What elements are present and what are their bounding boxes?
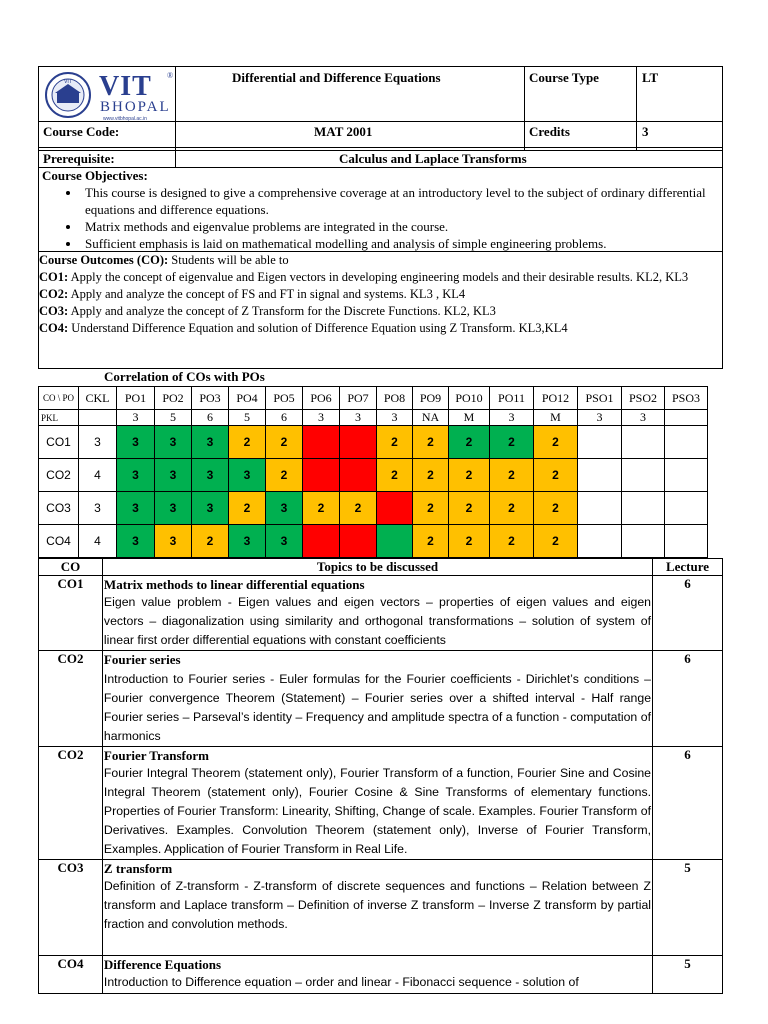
topic-lectures: 6 xyxy=(653,576,723,651)
correlation-cell: 2 xyxy=(413,492,449,525)
co-label: CO3 xyxy=(39,492,79,525)
objectives-heading: Course Objectives: xyxy=(42,168,148,183)
objective-item: • Matrix methods and eigenvalue problems are integrated in the course. xyxy=(81,218,722,235)
pkl-value: 3 xyxy=(578,410,622,426)
correlation-cell: 2 xyxy=(449,426,490,459)
outcome-item: CO2: Apply and analyze the concept of FS and FT in signal and systems. KL3 , KL4 xyxy=(39,287,466,301)
topic-lectures: 5 xyxy=(653,860,723,956)
correlation-cell xyxy=(303,459,340,492)
correlation-row xyxy=(39,426,708,459)
topic-title: Fourier series xyxy=(103,652,181,667)
correlation-cell: 2 xyxy=(377,459,413,492)
correlation-cell: 2 xyxy=(449,492,490,525)
pkl-value: M xyxy=(449,410,490,426)
pkl-value: 3 xyxy=(490,410,534,426)
po-header-pso2: PSO2 xyxy=(622,387,665,410)
course-type-label: Course Type xyxy=(529,70,599,85)
credits-value: 3 xyxy=(642,124,649,139)
correlation-cell: 2 xyxy=(229,426,266,459)
ckl-value: 3 xyxy=(79,492,117,525)
vit-logo: VIT VIT ® BHOPAL www.vitbhopal.ac.in xyxy=(43,71,173,119)
ckl-header: CKL xyxy=(79,387,117,410)
correlation-cell: 2 xyxy=(534,459,578,492)
po-header-pso1: PSO1 xyxy=(578,387,622,410)
correlation-row xyxy=(39,492,708,525)
topic-row xyxy=(39,651,723,747)
correlation-cell xyxy=(303,426,340,459)
topic-description: Definition of Z-transform - Z-transform of discrete sequences and functions – Relation between Z transform and Laplace transform – Definition of inverse Z transform – Inverse Z transform by partial fraction and convolution methods. xyxy=(103,879,652,931)
pkl-value: 3 xyxy=(117,410,155,426)
topic-lectures: 5 xyxy=(653,956,723,994)
correlation-cell: 3 xyxy=(192,459,229,492)
correlation-cell: 2 xyxy=(303,492,340,525)
course-type-value: LT xyxy=(642,70,659,85)
topic-title: Matrix methods to linear differential equations xyxy=(103,577,365,592)
correlation-cell xyxy=(377,492,413,525)
correlation-row xyxy=(39,459,708,492)
ckl-value: 3 xyxy=(79,426,117,459)
pkl-value: 6 xyxy=(192,410,229,426)
correlation-table-wrap xyxy=(38,386,723,558)
topic-title: Difference Equations xyxy=(103,957,222,972)
correlation-cell: 2 xyxy=(413,525,449,558)
correlation-cell: 2 xyxy=(490,459,534,492)
outcome-item: CO3: Apply and analyze the concept of Z Transform for the Discrete Functions. KL2, KL3 xyxy=(39,304,496,318)
topic-co: CO2 xyxy=(39,747,103,860)
correlation-cell xyxy=(578,525,622,558)
correlation-cell xyxy=(665,525,708,558)
correlation-cell: 3 xyxy=(155,492,192,525)
pkl-value: 3 xyxy=(622,410,665,426)
ckl-value: 4 xyxy=(79,525,117,558)
university-seal-icon xyxy=(43,71,93,119)
pkl-value: 3 xyxy=(340,410,377,426)
correlation-cell: 2 xyxy=(534,426,578,459)
topic-co: CO4 xyxy=(39,956,103,994)
pkl-value: 6 xyxy=(266,410,303,426)
correlation-cell xyxy=(665,459,708,492)
pkl-ckl-empty xyxy=(79,410,117,426)
correlation-cell: 2 xyxy=(266,426,303,459)
ckl-value: 4 xyxy=(79,459,117,492)
pkl-label: PKL xyxy=(39,410,79,426)
correlation-cell xyxy=(622,459,665,492)
correlation-cell: 2 xyxy=(534,492,578,525)
correlation-cell: 3 xyxy=(155,426,192,459)
correlation-cell xyxy=(665,426,708,459)
correlation-cell: 2 xyxy=(490,492,534,525)
correlation-cell: 3 xyxy=(117,525,155,558)
topics-table xyxy=(38,558,723,994)
topic-row xyxy=(39,860,723,956)
topic-description: Eigen value problem - Eigen values and eigen vectors – properties of eigen values and eigen vectors – diagonalization using similarity and orthogonal transformations – solution of system of linear first order differential equations with constant coefficients xyxy=(103,595,652,647)
correlation-cell xyxy=(665,492,708,525)
correlation-cell: 3 xyxy=(117,426,155,459)
correlation-cell: 2 xyxy=(413,459,449,492)
topic-co: CO2 xyxy=(39,651,103,747)
correlation-cell xyxy=(340,459,377,492)
po-header-po2: PO2 xyxy=(155,387,192,410)
course-outcomes xyxy=(38,252,723,369)
po-header-po8: PO8 xyxy=(377,387,413,410)
topic-description: Introduction to Fourier series - Euler formulas for the Fourier coefficients - Dirichlet’s conditions – Fourier convergence Theorem (Statement) – Fourier series over a shifted interval - Half range Fourier series – Parseval’s identity – Frequency and amplitude spectra of a function - computation of harmonics xyxy=(103,672,652,743)
lecture-column-header: Lecture xyxy=(653,559,723,576)
correlation-cell xyxy=(340,426,377,459)
po-header-po10: PO10 xyxy=(449,387,490,410)
topic-lectures: 6 xyxy=(653,651,723,747)
topics-header-row xyxy=(39,559,723,576)
correlation-cell: 2 xyxy=(229,492,266,525)
correlation-cell: 2 xyxy=(449,525,490,558)
topics-column-header: Topics to be discussed xyxy=(102,559,652,576)
topic-title: Z transform xyxy=(103,861,173,876)
outcome-item: CO4: Understand Difference Equation and solution of Difference Equation using Z Transform. KL3,KL4 xyxy=(39,321,568,335)
correlation-cell xyxy=(377,525,413,558)
correlation-cell: 2 xyxy=(340,492,377,525)
correlation-cell: 2 xyxy=(534,525,578,558)
correlation-cell xyxy=(622,525,665,558)
correlation-cell xyxy=(578,492,622,525)
correlation-header-row xyxy=(39,387,708,410)
correlation-cell: 3 xyxy=(192,492,229,525)
po-header-po3: PO3 xyxy=(192,387,229,410)
correlation-cell xyxy=(303,525,340,558)
logo-subtitle: BHOPAL xyxy=(100,99,171,115)
topic-co: CO1 xyxy=(39,576,103,651)
course-header-table xyxy=(38,66,723,168)
correlation-cell: 2 xyxy=(413,426,449,459)
correlation-cell: 3 xyxy=(229,525,266,558)
po-header-po7: PO7 xyxy=(340,387,377,410)
po-header-po12: PO12 xyxy=(534,387,578,410)
pkl-value: 3 xyxy=(303,410,340,426)
topic-lectures: 6 xyxy=(653,747,723,860)
objective-item: • This course is designed to give a comprehensive coverage at an introductory level to the subject of ordinary differential equations and difference equations. xyxy=(81,184,722,218)
co-label: CO4 xyxy=(39,525,79,558)
topic-row xyxy=(39,747,723,860)
logo-url: www.vitbhopal.ac.in xyxy=(103,116,147,122)
correlation-cell: 2 xyxy=(192,525,229,558)
co-column-header: CO xyxy=(39,559,103,576)
correlation-table xyxy=(38,386,708,558)
credits-label: Credits xyxy=(529,124,570,139)
pkl-value: 5 xyxy=(229,410,266,426)
prerequisite-label: Prerequisite: xyxy=(43,151,115,166)
correlation-cell: 3 xyxy=(192,426,229,459)
correlation-cell xyxy=(578,459,622,492)
objective-item: • Sufficient emphasis is laid on mathematical modelling and analysis of simple engineering problems. xyxy=(81,235,722,252)
course-objectives xyxy=(38,167,723,252)
topic-description: Fourier Integral Theorem (statement only), Fourier Transform of a function, Fourier Sine and Cosine Integral Theorem (statement only), Fourier Cosine & Sine Transforms of elementary functions. Properties of Fourier Transform: Linearity, Shifting, Change of scale. Examples. Fourier Transform of Derivatives. Examples. Convolution Theorem (statement only), Inverse of Fourier Transform, Examples. Application of Fourier Transform in Real Life. xyxy=(103,766,652,856)
topic-co: CO3 xyxy=(39,860,103,956)
pkl-value: 5 xyxy=(155,410,192,426)
logo-wordmark: VIT xyxy=(99,71,152,102)
correlation-cell: 2 xyxy=(377,426,413,459)
prerequisite-value: Calculus and Laplace Transforms xyxy=(339,151,527,166)
correlation-cell: 3 xyxy=(155,459,192,492)
outcomes-heading: Course Outcomes (CO): xyxy=(39,253,169,267)
correlation-cell: 3 xyxy=(229,459,266,492)
po-header-pso3: PSO3 xyxy=(665,387,708,410)
topic-row xyxy=(39,956,723,994)
svg-text:VIT: VIT xyxy=(64,79,72,85)
po-header-po6: PO6 xyxy=(303,387,340,410)
pkl-value xyxy=(665,410,708,426)
correlation-cell: 2 xyxy=(449,459,490,492)
pkl-value: M xyxy=(534,410,578,426)
po-header-po1: PO1 xyxy=(117,387,155,410)
outcomes-intro: Students will be able to xyxy=(168,253,289,267)
course-code-value: MAT 2001 xyxy=(314,124,373,139)
objectives-list xyxy=(39,184,722,252)
correlation-cell: 3 xyxy=(155,525,192,558)
correlation-cell xyxy=(622,492,665,525)
co-label: CO1 xyxy=(39,426,79,459)
corner-cell: CO \ PO xyxy=(39,387,79,410)
correlation-cell: 3 xyxy=(266,525,303,558)
po-header-po4: PO4 xyxy=(229,387,266,410)
topic-title: Fourier Transform xyxy=(103,748,209,763)
pkl-value: 3 xyxy=(377,410,413,426)
correlation-cell xyxy=(340,525,377,558)
correlation-row xyxy=(39,525,708,558)
correlation-cell: 3 xyxy=(117,492,155,525)
correlation-cell: 2 xyxy=(266,459,303,492)
outcome-item: CO1: Apply the concept of eigenvalue and Eigen vectors in developing engineering models and their desirable results. KL2, KL3 xyxy=(39,270,689,284)
correlation-cell xyxy=(578,426,622,459)
correlation-cell xyxy=(622,426,665,459)
correlation-cell: 3 xyxy=(117,459,155,492)
topic-description: Introduction to Difference equation – order and linear - Fibonacci sequence - solution of xyxy=(103,975,579,989)
correlation-cell: 2 xyxy=(490,426,534,459)
course-title: Differential and Difference Equations xyxy=(232,70,441,85)
correlation-cell: 2 xyxy=(490,525,534,558)
po-header-po9: PO9 xyxy=(413,387,449,410)
po-header-po11: PO11 xyxy=(490,387,534,410)
correlation-cell: 3 xyxy=(266,492,303,525)
course-code-label: Course Code: xyxy=(43,124,120,139)
topic-row xyxy=(39,576,723,651)
po-header-po5: PO5 xyxy=(266,387,303,410)
pkl-row xyxy=(39,410,708,426)
co-label: CO2 xyxy=(39,459,79,492)
correlation-title: Correlation of COs with POs xyxy=(104,369,265,384)
pkl-value: NA xyxy=(413,410,449,426)
